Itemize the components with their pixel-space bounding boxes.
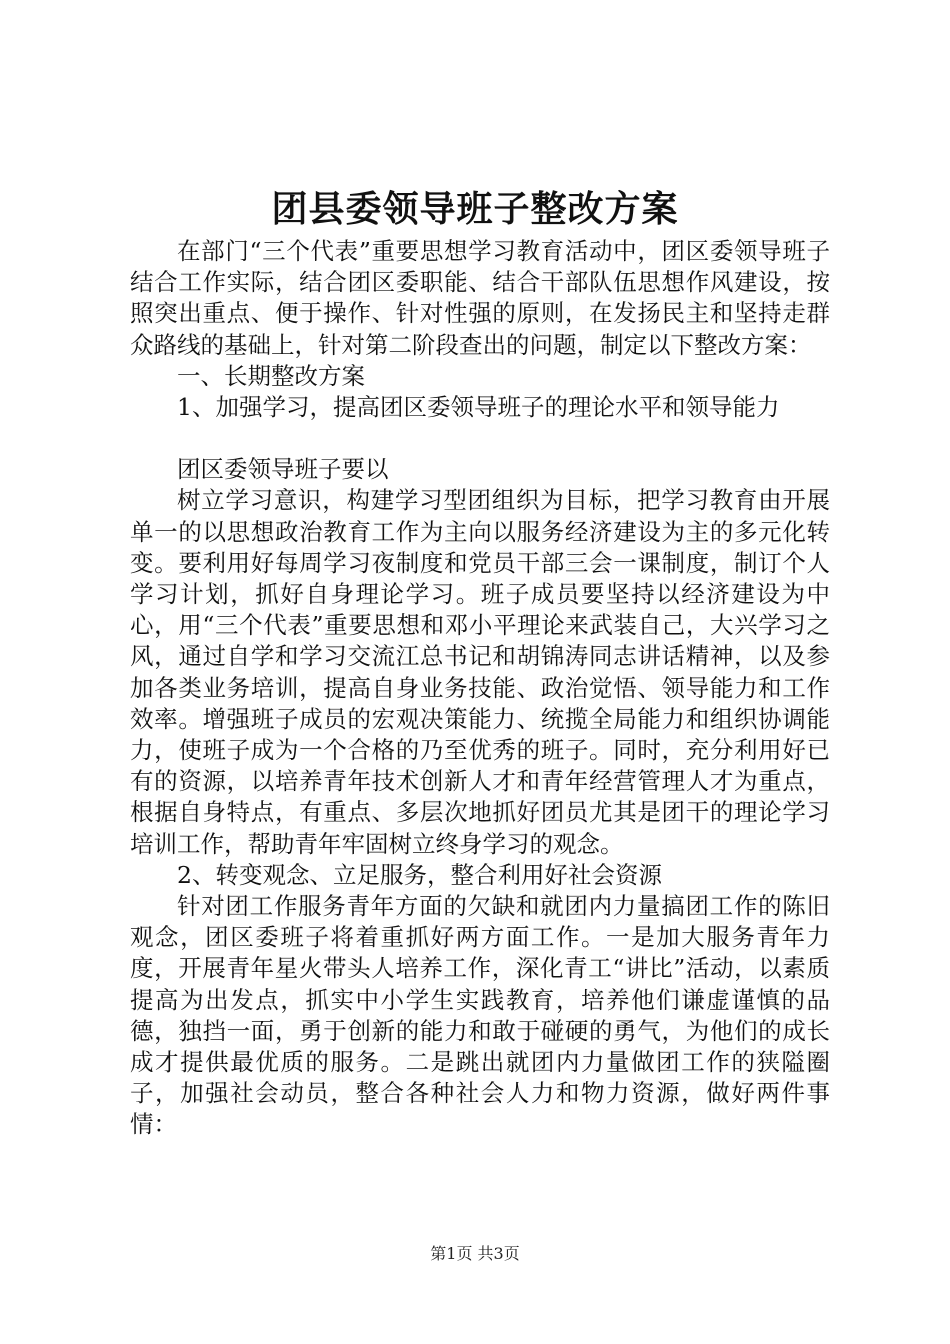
document-title: 团县委领导班子整改方案 [271,188,679,230]
paragraph-intro: 在部门“三个代表”重要思想学习教育活动中，团区委领导班子结合工作实际，结合团区委职能、结合干部队伍思想作风建设，按照突出重点、便于操作、针对性强的原则，在发扬民主和坚持走群众路线的基础上，针对第二阶段查出的问题，制定以下整改方案： [130,237,830,359]
document-body [130,236,830,1141]
paragraph-fragment: 团区委领导班子要以 [177,455,389,484]
subsection-heading-1: 1、加强学习，提高团区委领导班子的理论水平和领导能力 [177,393,780,422]
subsection-heading-2: 2、转变观念、立足服务，整合利用好社会资源 [177,860,662,889]
section-heading-long-term: 一、长期整改方案 [177,361,365,390]
page-footer: 第1页 共3页 [430,1244,520,1263]
paragraph-service: 针对团工作服务青年方面的欠缺和就团内力量搞团工作的陈旧观念，团区委班子将着重抓好两方面工作。一是加大服务青年力度，开展青年星火带头人培养工作，深化青工“讲比”活动，以素质提高为出发点，抓实中小学生实践教育，培养他们谦虚谨慎的品德，独挡一面，勇于创新的能力和敢于碰硬的勇气，为他们的成长成才提供最优质的服务。二是跳出就团内力量做团工作的狭隘圈子，加强社会动员，整合各种社会人力和物力资源，做好两件事情： [130,892,830,1139]
blank-line [130,423,830,454]
paragraph-study: 树立学习意识，构建学习型团组织为目标，把学习教育由开展单一的以思想政治教育工作为主向以服务经济建设为主的多元化转变。要利用好每周学习夜制度和党员干部三会一课制度，制订个人学习计划，抓好自身理论学习。班子成员要坚持以经济建设为中心，用“三个代表”重要思想和邓小平理论来武装自己，大兴学习之风，通过自学和学习交流江总书记和胡锦涛同志讲话精神，以及参加各类业务培训，提高自身业务技能、政治觉悟、领导能力和工作效率。增强班子成员的宏观决策能力、统揽全局能力和组织协调能力，使班子成为一个合格的乃至优秀的班子。同时，充分利用好已有的资源，以培养青年技术创新人才和青年经营管理人才为重点，根据自身特点，有重点、多层次地抓好团员尤其是团干的理论学习培训工作，帮助青年牢固树立终身学习的观念。 [130,486,830,858]
